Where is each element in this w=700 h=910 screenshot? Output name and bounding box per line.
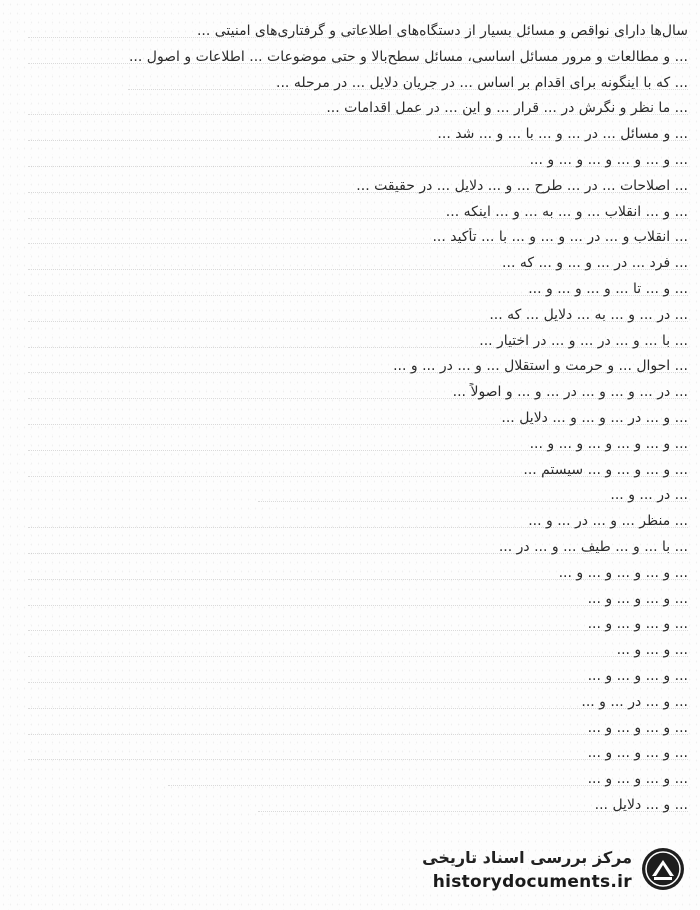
text-line: ... ما نظر و نگرش در ... قرار ... و این ... در عمل اقدامات ... — [28, 99, 688, 117]
text-line: ... و ... و ... و ... — [168, 770, 688, 788]
text-line: ... با ... و ... طیف ... و ... در ... — [28, 538, 688, 556]
text-line: ... فرد ... در ... و ... و ... که ... — [28, 254, 688, 272]
text-line: ... و ... و ... و ... — [28, 667, 688, 685]
text-line: سال‌ها دارای نواقص و مسائل بسیار از دستگاه‌های اطلاعاتی و گرفتاری‌های امنیتی ... — [28, 22, 688, 40]
watermark-url: historydocuments.ir — [432, 872, 632, 892]
text-line: ... و ... و ... — [28, 641, 688, 659]
text-line: ... در ... و ... به ... دلایل ... که ... — [28, 306, 688, 324]
text-line: ... و مطالعات و مرور مسائل اساسی، مسائل سطح‌بالا و حتی موضوعات ... اطلاعات و اصول ... — [28, 48, 688, 66]
text-line: ... و ... انقلاب ... و ... به ... و ... اینکه ... — [28, 203, 688, 221]
text-line: ... و ... در ... و ... و ... دلایل ... — [28, 409, 688, 427]
text-line: ... و ... و ... و ... و ... — [28, 564, 688, 582]
text-line: ... احوال ... و حرمت و استقلال ... و ... در ... و ... — [28, 357, 688, 375]
text-line: ... در ... و ... — [258, 486, 688, 504]
text-line: ... در ... و ... و ... در ... و ... و اصولاً ... — [28, 383, 688, 401]
text-line: ... و مسائل ... در ... و ... با ... و ... شد ... — [28, 125, 688, 143]
text-line: ... و ... و ... و ... — [28, 615, 688, 633]
text-line: ... انقلاب و ... در ... و ... و ... با ... تأکید ... — [28, 228, 688, 246]
text-line: ... که با اینگونه برای اقدام بر اساس ... در جریان دلایل ... در مرحله ... — [128, 74, 688, 92]
text-line: ... و ... در ... و ... — [28, 693, 688, 711]
handwritten-text-block — [28, 22, 688, 822]
text-line: ... اصلاحات ... در ... طرح ... و ... دلایل ... در حقیقت ... — [28, 177, 688, 195]
text-line: ... منظر ... و ... در ... و ... — [28, 512, 688, 530]
text-line: ... و ... و ... و ... و ... و ... — [28, 151, 688, 169]
text-line: ... با ... و ... در ... و ... در اختیار ... — [28, 332, 688, 350]
text-line: ... و ... و ... و ... — [28, 744, 688, 762]
watermark-title: مرکز بررسی اسناد تاریخی — [422, 848, 632, 867]
text-line: ... و ... و ... و ... سیستم ... — [28, 461, 688, 479]
text-line: ... و ... و ... و ... — [28, 590, 688, 608]
text-line: ... و ... و ... و ... و ... و ... — [28, 435, 688, 453]
text-line: ... و ... دلایل ... — [258, 796, 688, 814]
book-seal-icon — [640, 846, 686, 892]
text-line: ... و ... تا ... و ... و ... و ... — [28, 280, 688, 298]
archive-watermark — [406, 844, 686, 896]
text-line: ... و ... و ... و ... — [28, 719, 688, 737]
